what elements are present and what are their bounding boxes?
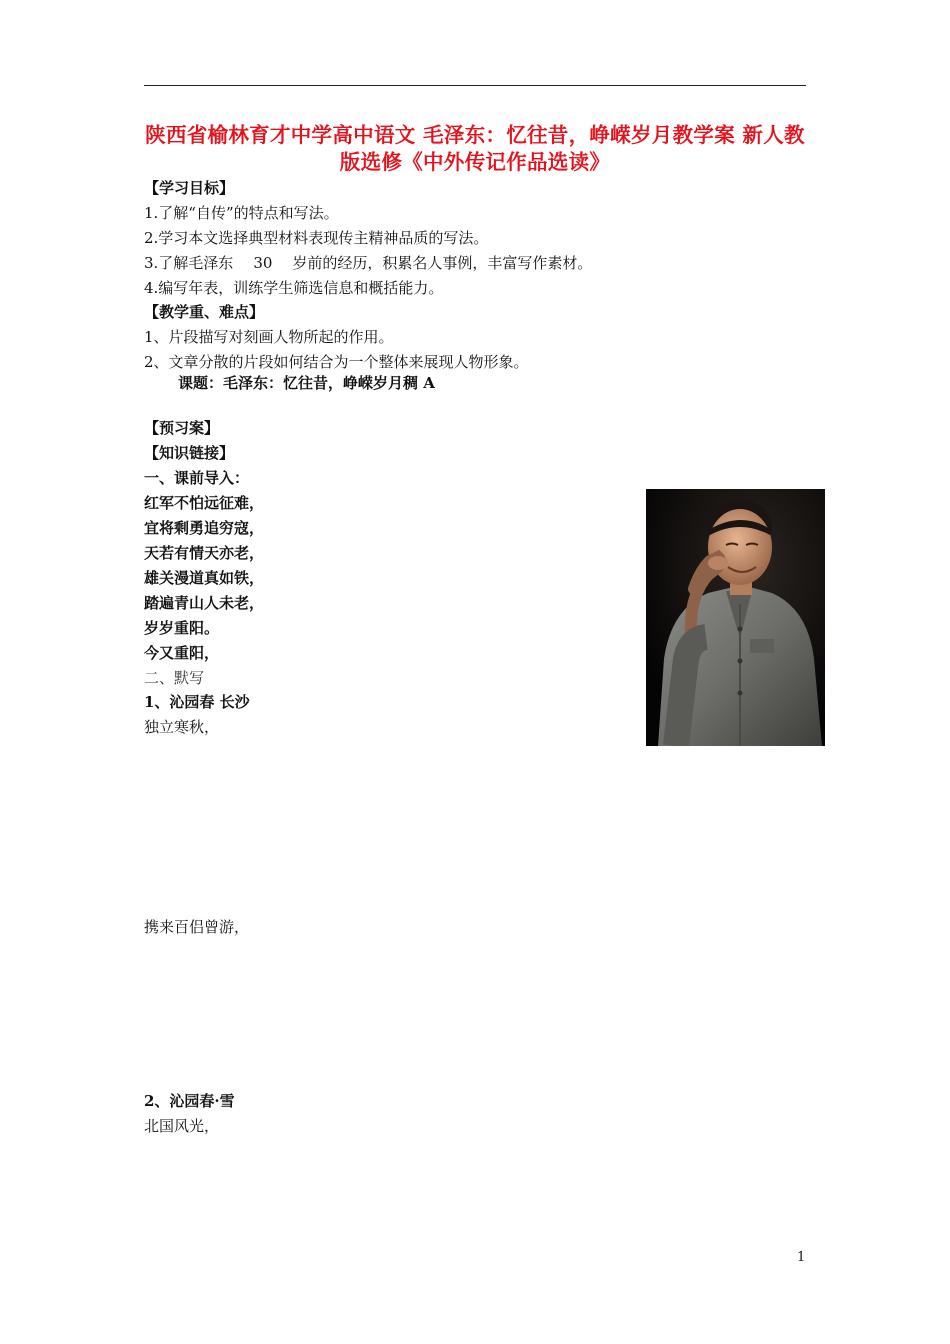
poem2-line1: 北国风光， bbox=[144, 1117, 220, 1135]
poem1-title: 1、沁园春 长沙 bbox=[144, 693, 250, 711]
dictation-heading: 二、默写 bbox=[144, 669, 205, 687]
goal-item-2: 2.学习本文选择典型材料表现传主精神品质的写法。 bbox=[144, 229, 489, 247]
goal-item-1: 1.了解“自传”的特点和写法。 bbox=[144, 204, 339, 222]
goal-item-3-num: 30 bbox=[253, 254, 273, 272]
knowledge-link-heading: 【知识链接】 bbox=[144, 444, 235, 462]
poem1-line1: 独立寒秋， bbox=[144, 718, 220, 736]
poem2-title: 2、沁园春·雪 bbox=[144, 1092, 235, 1110]
key-point-1: 1、片段描写对刻画人物所起的作用。 bbox=[144, 328, 394, 346]
poem1-line2: 携来百侣曾游， bbox=[144, 918, 250, 936]
header-rule bbox=[144, 85, 806, 86]
portrait-photo bbox=[646, 489, 825, 746]
key-points-heading: 【教学重、难点】 bbox=[144, 303, 265, 321]
poem-line: 天若有情天亦老， bbox=[144, 544, 265, 562]
document-title: 陕西省榆林育才中学高中语文 毛泽东：忆往昔，峥嵘岁月教学案 新人教版选修《中外传记作品选读》 bbox=[145, 123, 805, 174]
poem-line: 宜将剩勇追穷寇， bbox=[144, 519, 265, 537]
goals-heading: 【学习目标】 bbox=[144, 179, 235, 197]
poem-line: 红军不怕远征难， bbox=[144, 494, 265, 512]
poem-line: 今又重阳， bbox=[144, 644, 220, 662]
poem-line: 踏遍青山人未老， bbox=[144, 594, 265, 612]
goal-item-3 bbox=[144, 253, 592, 273]
goal-item-3-pre: 3.了解毛泽东 bbox=[144, 254, 234, 272]
preview-heading: 【预习案】 bbox=[144, 419, 220, 437]
intro-heading: 一、课前导入： bbox=[144, 469, 250, 487]
goal-item-4: 4.编写年表，训练学生筛选信息和概括能力。 bbox=[144, 279, 444, 297]
page-number: 1 bbox=[797, 1250, 806, 1265]
goal-item-3-post: 岁前的经历，积累名人事例，丰富写作素材。 bbox=[292, 254, 593, 272]
poem-line: 雄关漫道真如铁， bbox=[144, 569, 265, 587]
lesson-title: 课题：毛泽东：忆往昔，峥嵘岁月稠 A bbox=[178, 374, 435, 392]
key-point-2: 2、文章分散的片段如何结合为一个整体来展现人物形象。 bbox=[144, 353, 529, 371]
poem-line: 岁岁重阳。 bbox=[144, 619, 220, 637]
